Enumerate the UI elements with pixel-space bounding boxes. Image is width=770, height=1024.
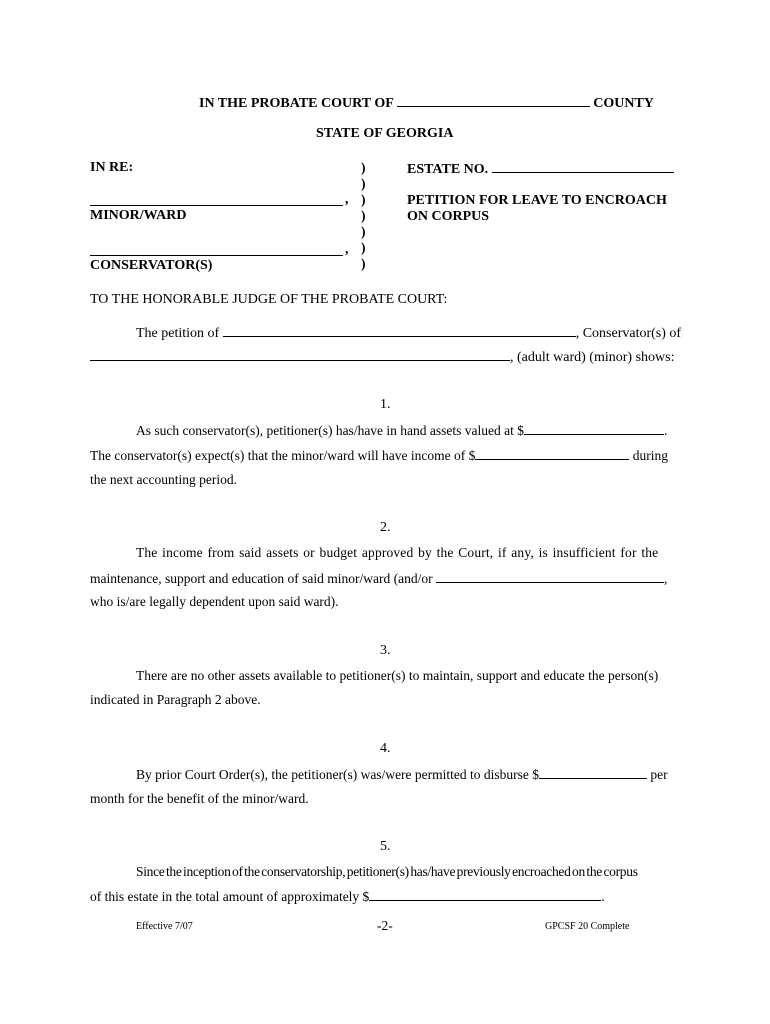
income-value-field[interactable] [475,447,629,460]
footer-effective: Effective 7/07 [136,921,193,932]
paragraph-5-line2 [90,888,605,905]
period: . [601,889,605,904]
encroached-amount-field[interactable] [369,888,601,901]
paragraph-2-number: 2. [380,520,391,535]
paragraph-2-line3: who is/are legally dependent upon said ward). [90,594,339,609]
paragraph-5-number: 5. [380,839,391,854]
paragraph-2-line2 [90,570,667,587]
paragraph-1-line3: the next accounting period. [90,472,237,487]
encroached-text: of this estate in the total amount of approximately $ [90,889,370,904]
estate-no-label: ESTATE NO. [407,162,489,177]
paragraph-3-line2: indicated in Paragraph 2 above. [90,692,261,707]
paragraph-1-line1 [136,422,667,439]
period: . [664,423,668,438]
conservator-comma: , [345,242,349,257]
caption-paren: ) [361,240,366,255]
caption-paren: ) [361,160,366,175]
intro-line1 [136,324,681,342]
caption-paren: ) [361,256,366,271]
paragraph-3-line1: There are no other assets available to petitioner(s) to maintain, support and educate the person(s) [136,668,659,683]
paragraph-3-number: 3. [380,643,391,658]
conservators-of-text: , Conservator(s) of [575,326,682,341]
conservator-name-field[interactable] [90,255,343,256]
monthly-disbursement-field[interactable] [539,766,647,779]
in-re-label: IN RE: [90,160,134,175]
maintenance-text: maintenance, support and education of said minor/ward (and/or [90,571,433,586]
minor-ward-comma: , [345,192,349,207]
caption-paren: ) [361,208,366,223]
footer-page-number: -2- [377,918,393,933]
paragraph-4-line1 [136,766,668,783]
paragraph-4-number: 4. [380,741,391,756]
estate-no-field[interactable] [492,160,674,173]
court-prefix: IN THE PROBATE COURT OF [199,96,394,111]
assets-text: As such conservator(s), petitioner(s) has/have in hand assets valued at $ [136,423,525,438]
conservator-label: CONSERVATOR(S) [90,258,213,273]
caption-paren: ) [361,224,366,239]
assets-value-field[interactable] [524,422,664,435]
comma: , [664,571,668,586]
intro-line2 [90,348,674,366]
court-heading [199,94,654,112]
state-heading: STATE OF GEORGIA [316,126,454,141]
caption-paren: ) [361,192,366,207]
petition-title-line2: ON CORPUS [407,209,490,224]
paragraph-5-line1: Since the inception of the conservatorship, petitioner(s) has/have previously encroached on the corpus [136,864,638,879]
ward-name-field[interactable] [90,348,510,361]
minor-ward-name-field[interactable] [90,205,343,206]
during-text: during [632,448,668,463]
disburse-text: By prior Court Order(s), the petitioner(s) was/were permitted to disburse $ [136,767,540,782]
petition-of-text: The petition of [136,326,220,341]
paragraph-1-line2 [90,447,668,464]
caption-paren: ) [361,176,366,191]
county-label: COUNTY [593,96,654,111]
shows-text: , (adult ward) (minor) shows: [510,350,675,365]
paragraph-2-line1: The income from said assets or budget approved by the Court, if any, is insufficient for the [136,545,659,560]
petitioner-name-field[interactable] [223,324,576,337]
paragraph-1-number: 1. [380,397,391,412]
income-text: The conservator(s) expect(s) that the minor/ward will have income of $ [90,448,476,463]
county-name-field[interactable] [397,94,590,107]
court-address: TO THE HONORABLE JUDGE OF THE PROBATE COURT: [90,292,448,307]
petition-title-line1: PETITION FOR LEAVE TO ENCROACH [407,193,667,208]
dependents-field[interactable] [436,570,664,583]
footer-form-id: GPCSF 20 Complete [545,921,630,932]
paragraph-4-line2: month for the benefit of the minor/ward. [90,791,309,806]
estate-number [407,160,674,178]
per-text: per [650,767,668,782]
minor-ward-label: MINOR/WARD [90,208,187,223]
